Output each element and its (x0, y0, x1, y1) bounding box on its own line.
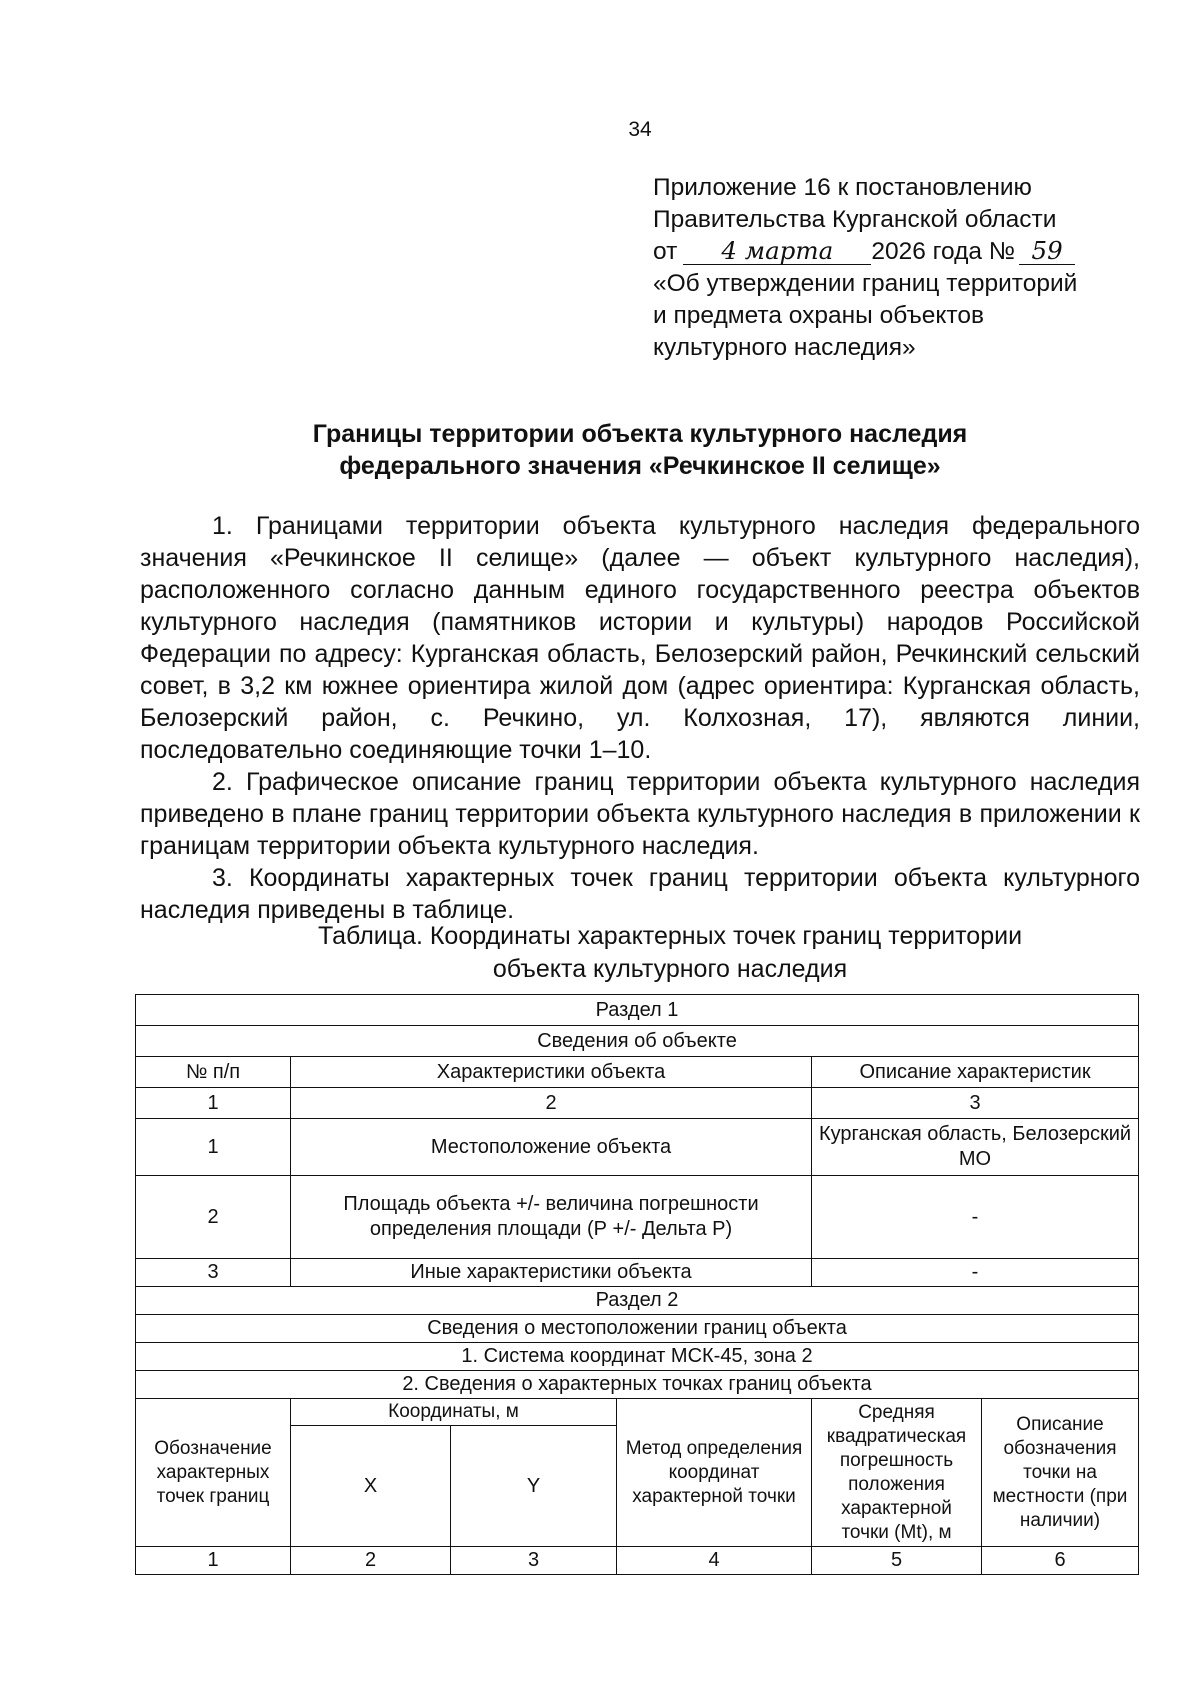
paragraph-3: 3. Координаты характерных точек границ территории объекта культурного наследия приведены в таблице. (140, 864, 1140, 924)
table-row (136, 1343, 1139, 1371)
header-coordinates: Координаты, м (291, 1399, 617, 1426)
row-3-characteristic: Иные характеристики объекта (291, 1259, 812, 1287)
row-3-num: 3 (136, 1259, 291, 1287)
appendix-line-5: и предмета охраны объектов (653, 302, 984, 329)
paragraph-1: 1. Границами территории объекта культурного наследия федерального значения «Речкинское II селище» (далее — объект культурного наследия), расположенного согласно данным единого государственного реестра объектов культурного наследия (памятников истории и культуры) народов Российской Федерации по адресу: Курганская область, Белозерский район, Речкинский сельский совет, в 3,2 км южнее ориентира жилой дом (адрес ориентира: Курганская область, Белозерский район, с. Речкино, ул. Колхозная, 17), являются линии, последовательно соединяющие точки 1–10. (140, 512, 1140, 764)
table-caption-line-2: объекта культурного наследия (492, 955, 848, 983)
row-3-description: - (812, 1259, 1139, 1287)
appendix-line-1: Приложение 16 к постановлению (653, 174, 1032, 201)
table-row (136, 1026, 1139, 1057)
header-x: X (291, 1426, 451, 1547)
section-1-title: Раздел 1 (136, 995, 1139, 1026)
col-number-3: 3 (812, 1088, 1139, 1119)
from-label: от (653, 238, 678, 265)
row-1-description: Курганская область, Белозерский МО (812, 1119, 1139, 1176)
body-text (140, 510, 1140, 926)
paragraph-2: 2. Графическое описание границ территории объекта культурного наследия приведено в плане границ территории объекта культурного наследия в приложении к границам территории объекта культурного наследия. (140, 768, 1140, 860)
col-number-2: 2 (291, 1088, 812, 1119)
points-col-number-6: 6 (982, 1547, 1139, 1575)
handwritten-number: 59 (1019, 238, 1075, 265)
appendix-line-3 (653, 236, 1077, 268)
table-row (136, 1088, 1139, 1119)
col-number-1: 1 (136, 1088, 291, 1119)
points-col-number-2: 2 (291, 1547, 451, 1575)
table-row (136, 1371, 1139, 1399)
row-1-num: 1 (136, 1119, 291, 1176)
handwritten-date: 4 марта (683, 238, 871, 265)
row-2-characteristic: Площадь объекта +/- величина погрешности определения площади (Р +/- Дельта Р) (291, 1176, 812, 1259)
header-error: Средняя квадратическая погрешность положения характерной точки (Mt), м (812, 1399, 982, 1547)
header-designation: Обозначение характерных точек границ (136, 1399, 291, 1547)
section-2-subtitle: Сведения о местоположении границ объекта (136, 1315, 1139, 1343)
appendix-line-2: Правительства Курганской области (653, 206, 1057, 233)
section-2-title: Раздел 2 (136, 1287, 1139, 1315)
header-description: Описание характеристик (812, 1057, 1139, 1088)
title-line-2: федерального значения «Речкинское II селище» (339, 452, 941, 480)
row-2-num: 2 (136, 1176, 291, 1259)
table-row (136, 1315, 1139, 1343)
table-header-row (136, 1057, 1139, 1088)
points-col-number-1: 1 (136, 1547, 291, 1575)
row-1-characteristic: Местоположение объекта (291, 1119, 812, 1176)
appendix-line-4: «Об утверждении границ территорий (653, 270, 1078, 297)
header-method: Метод определения координат характерной точки (617, 1399, 812, 1547)
page-number: 34 (628, 118, 652, 141)
coordinates-table (135, 994, 1139, 1575)
row-2-description: - (812, 1176, 1139, 1259)
appendix-line-6: культурного наследия» (653, 334, 916, 361)
table-row (136, 1119, 1139, 1176)
table-row (136, 995, 1139, 1026)
year-text: 2026 года № (871, 238, 1016, 265)
appendix-header (653, 172, 1077, 364)
header-characteristics: Характеристики объекта (291, 1057, 812, 1088)
coordinate-system: 1. Система координат МСК-45, зона 2 (136, 1343, 1139, 1371)
table-row (136, 1259, 1139, 1287)
document-title (140, 418, 1140, 482)
header-point-description: Описание обозначения точки на местности (при наличии) (982, 1399, 1139, 1547)
table-caption (230, 920, 1110, 986)
table-row (136, 1287, 1139, 1315)
header-y: Y (451, 1426, 617, 1547)
section-1-subtitle: Сведения об объекте (136, 1026, 1139, 1057)
points-col-number-4: 4 (617, 1547, 812, 1575)
points-col-number-3: 3 (451, 1547, 617, 1575)
table-row (136, 1176, 1139, 1259)
points-header-row (136, 1399, 1139, 1426)
points-info-title: 2. Сведения о характерных точках границ объекта (136, 1371, 1139, 1399)
table-caption-line-1: Таблица. Координаты характерных точек границ территории (317, 922, 1023, 950)
header-num: № п/п (136, 1057, 291, 1088)
title-line-1: Границы территории объекта культурного наследия (312, 420, 968, 448)
table-row (136, 1547, 1139, 1575)
points-col-number-5: 5 (812, 1547, 982, 1575)
